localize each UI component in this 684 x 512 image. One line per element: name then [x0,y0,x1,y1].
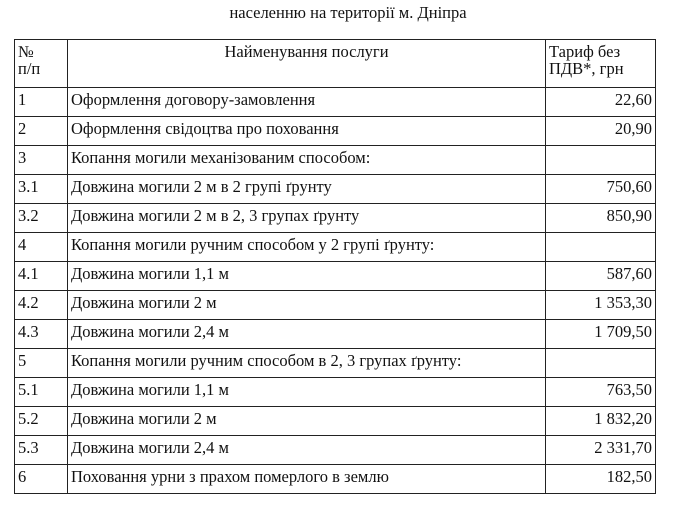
service-name: Довжина могили 2 м в 2 групі ґрунту [68,175,546,204]
tariff-value: 20,90 [546,117,656,146]
service-name: Довжина могили 1,1 м [68,262,546,291]
table-row [15,407,656,436]
document-heading: населенню на території м. Дніпра [229,3,467,22]
table-row [15,88,656,117]
service-name: Довжина могили 2,4 м [68,320,546,349]
table-row [15,436,656,465]
column-header-number [15,40,68,88]
tariff-value: 182,50 [546,465,656,494]
row-number: 3.2 [15,204,68,233]
table-header-row [15,40,656,88]
row-number: 4 [15,233,68,262]
row-number: 4.3 [15,320,68,349]
table-row [15,320,656,349]
row-number: 4.1 [15,262,68,291]
service-name: Копання могили ручним способом у 2 групі ґрунту: [68,233,546,262]
table-row [15,349,656,378]
row-number: 5.3 [15,436,68,465]
table-row [15,262,656,291]
tariff-value: 763,50 [546,378,656,407]
table-row [15,175,656,204]
tariff-value [546,233,656,262]
row-number: 1 [15,88,68,117]
service-name: Довжина могили 2 м [68,291,546,320]
service-name: Копання могили механізованим способом: [68,146,546,175]
column-header-number-line1: № [18,42,34,61]
tariff-value: 1 709,50 [546,320,656,349]
tariff-value: 22,60 [546,88,656,117]
table-row [15,146,656,175]
tariff-value [546,349,656,378]
service-name: Поховання урни з прахом померлого в землю [68,465,546,494]
table-row [15,233,656,262]
column-header-number-line2: п/п [18,59,41,78]
service-name: Оформлення свідоцтва про поховання [68,117,546,146]
column-header-tariff [546,40,656,88]
table-row [15,291,656,320]
column-header-tariff-line1: Тариф без [549,42,621,61]
table-row [15,465,656,494]
table-row [15,117,656,146]
row-number: 4.2 [15,291,68,320]
column-header-tariff-line2: ПДВ*, грн [549,59,624,78]
row-number: 5.1 [15,378,68,407]
tariff-table [14,39,656,494]
service-name: Довжина могили 2 м в 2, 3 групах ґрунту [68,204,546,233]
tariff-value: 2 331,70 [546,436,656,465]
row-number: 5 [15,349,68,378]
row-number: 3 [15,146,68,175]
service-name: Оформлення договору-замовлення [68,88,546,117]
service-name: Довжина могили 2,4 м [68,436,546,465]
service-name: Довжина могили 1,1 м [68,378,546,407]
row-number: 2 [15,117,68,146]
row-number: 3.1 [15,175,68,204]
service-name: Довжина могили 2 м [68,407,546,436]
tariff-value: 750,60 [546,175,656,204]
service-name: Копання могили ручним способом в 2, 3 групах ґрунту: [68,349,546,378]
table-row [15,204,656,233]
tariff-value: 850,90 [546,204,656,233]
column-header-service-name: Найменування послуги [68,40,546,88]
table-row [15,378,656,407]
row-number: 5.2 [15,407,68,436]
tariff-value: 1 353,30 [546,291,656,320]
tariff-value [546,146,656,175]
tariff-value: 1 832,20 [546,407,656,436]
tariff-value: 587,60 [546,262,656,291]
row-number: 6 [15,465,68,494]
